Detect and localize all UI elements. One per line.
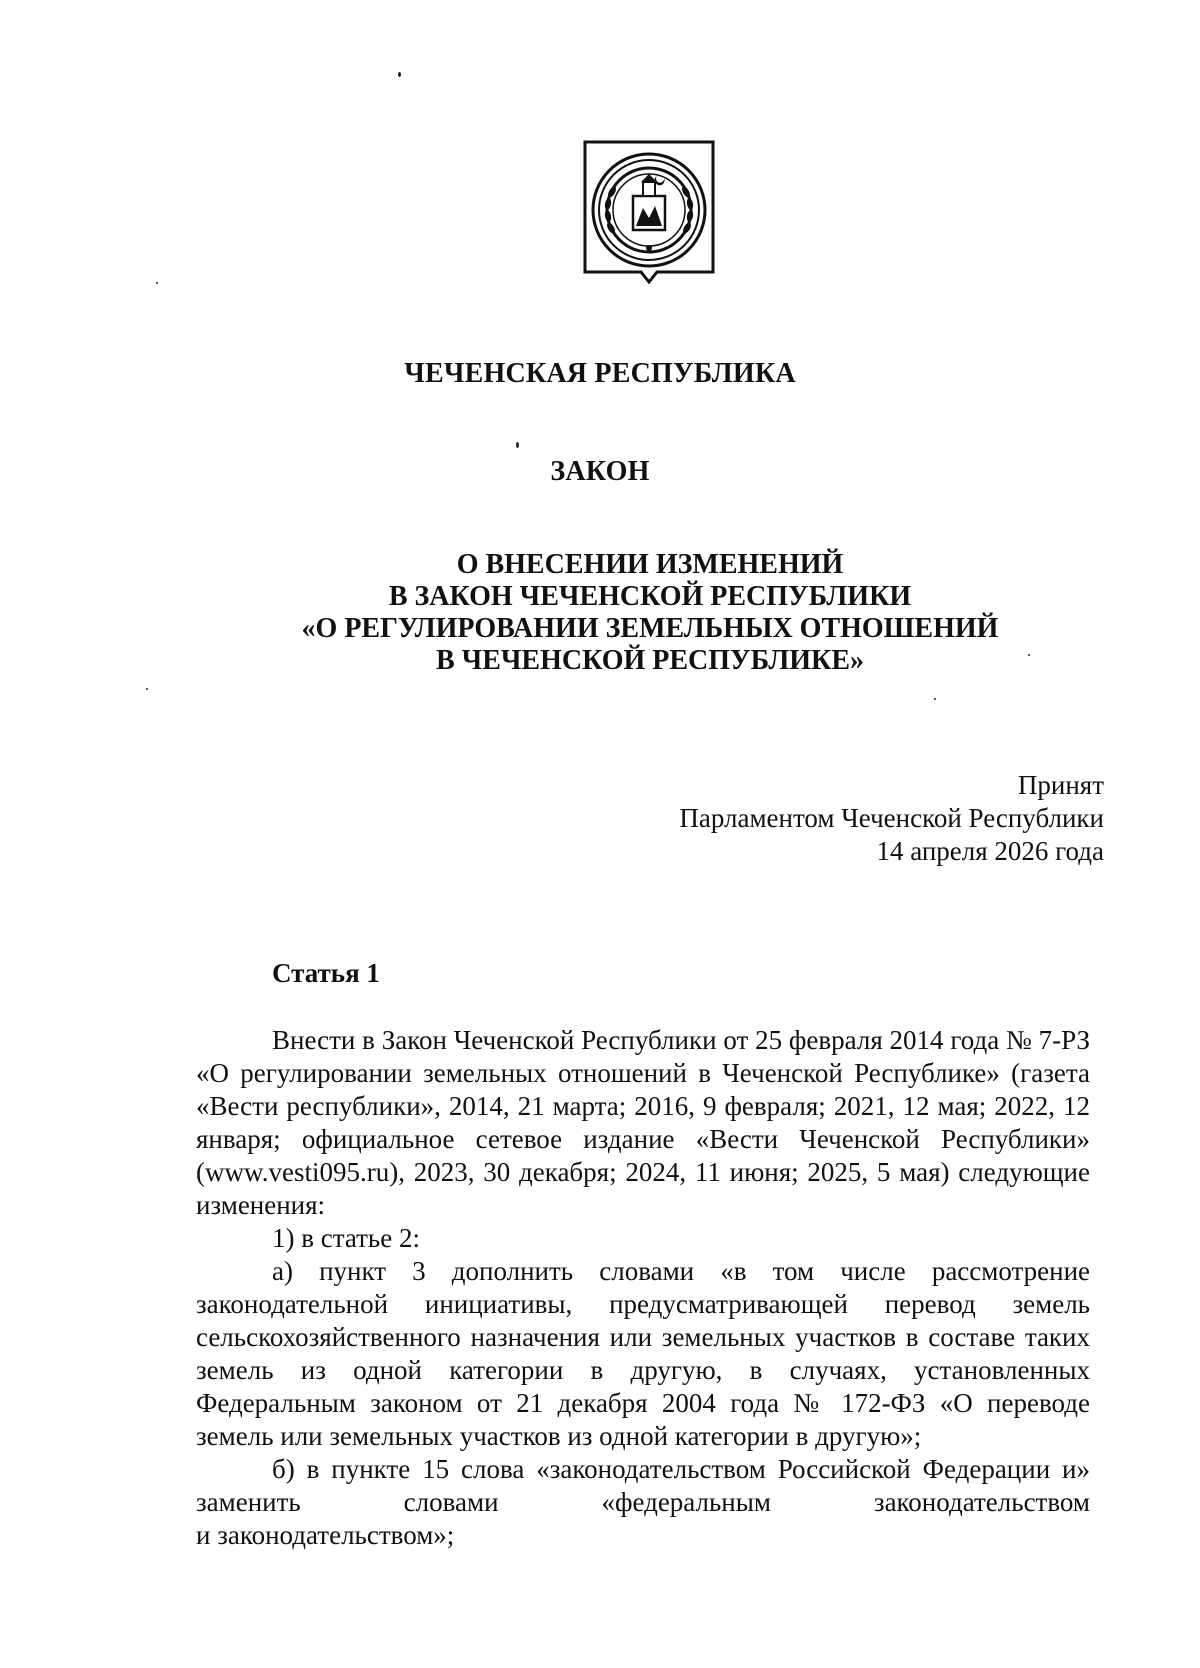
article-body	[196, 1024, 1090, 1552]
article-paragraph: а) пункт 3 дополнить словами «в том числе рассмотрение законодательной инициативы, предусматривающей перевод земель сельскохозяйственного назначения или земельных участков в составе таких земель из одной категории в другую, в случаях, установленных Федеральным законом от 21 декабря 2004 года № 172-ФЗ «О переводе земель или земельных участков из одной категории в другую»;	[196, 1256, 1090, 1451]
adoption-body: Парламентом Чеченской Республики	[679, 803, 1104, 833]
article-paragraph: Внести в Закон Чеченской Республики от 25 февраля 2014 года № 7-РЗ «О регулировании земельных отношений в Чеченской Республике» (газета «Вести республики», 2014, 21 марта; 2016, 9 февраля; 2021, 12 мая; 2022, 12 января; официальное сетевое издание «Вести Чеченской Республики» (www.vesti095.ru), 2023, 30 декабря; 2024, 11 июня; 2025, 5 мая) следующие изменения:	[196, 1025, 1090, 1220]
adoption-date: 14 апреля 2026 года	[876, 836, 1104, 866]
document-type: ЗАКОН	[550, 456, 650, 487]
law-title-line: В ЗАКОН ЧЕЧЕНСКОЙ РЕСПУБЛИКИ	[388, 581, 912, 612]
law-title-line: О ВНЕСЕНИИ ИЗМЕНЕНИЙ	[456, 549, 844, 580]
coat-of-arms-emblem-icon	[581, 138, 717, 304]
republic-name: ЧЕЧЕНСКАЯ РЕСПУБЛИКА	[404, 358, 796, 389]
article-paragraph: 1) в статье 2:	[272, 1223, 420, 1253]
article-paragraph: б) в пункте 15 слова «законодательством Российской Федерации и» заменить словами «федеральным законодательством	[196, 1454, 1090, 1517]
scan-speck	[156, 282, 158, 284]
law-title	[0, 549, 1200, 677]
scan-speck	[146, 688, 148, 690]
article-paragraph: и законодательством»;	[196, 1520, 455, 1550]
law-title-line: В ЧЕЧЕНСКОЙ РЕСПУБЛИКЕ»	[435, 645, 865, 676]
scan-speck	[398, 72, 401, 77]
scan-speck	[934, 698, 936, 700]
law-title-line: «О РЕГУЛИРОВАНИИ ЗЕМЕЛЬНЫХ ОТНОШЕНИЙ	[301, 613, 999, 644]
scan-speck	[1028, 654, 1030, 656]
scan-speck	[516, 442, 519, 448]
adoption-label: Принят	[1017, 770, 1104, 800]
article-heading: Статья 1	[272, 958, 380, 988]
adoption-block	[679, 769, 1104, 868]
